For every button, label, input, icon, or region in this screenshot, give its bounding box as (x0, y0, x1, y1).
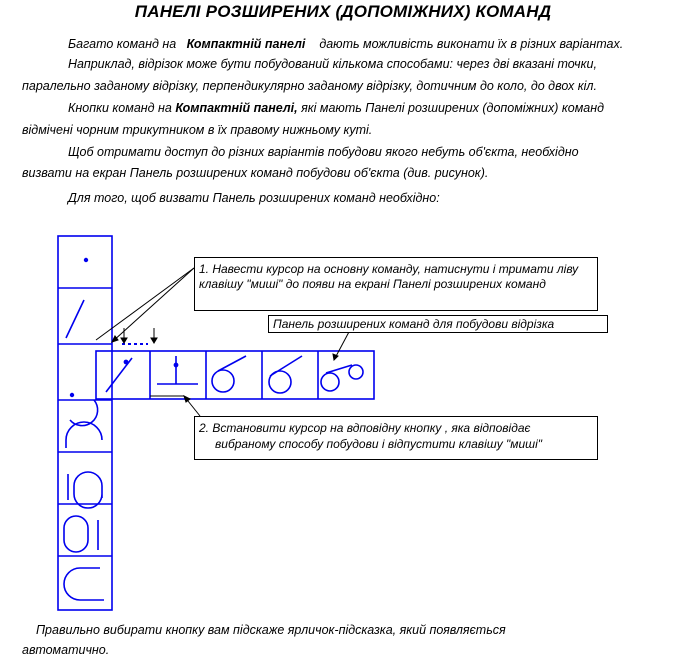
footer-line-1: Правильно вибирати кнопку вам підскаже ярличок-підсказка, який появляється (36, 623, 506, 637)
segment-two-circles-icon[interactable] (321, 365, 363, 391)
segment-perpendicular-icon[interactable] (212, 356, 246, 392)
step-2-line-1: 2. Встановити курсор на вдповідну кнопку , яка відповідає (199, 421, 531, 435)
paragraph-4-text-c: які мають Панелі розширених (допоміжних) команд (301, 101, 605, 115)
step-2-line-2: вибраному способу побудови і відпустити клавішу "миші" (215, 437, 543, 451)
segment-icon[interactable] (66, 300, 84, 338)
paragraph-5: відмічені чорним трикутником в їх правому нижньому куті. (22, 123, 373, 137)
paragraph-6: Щоб отримати доступ до різних варіантів побудови якого небуть об'єкта, необхідно (68, 145, 579, 159)
paragraph-3: паралельно заданому відрізку, перпендикулярно заданому відрізку, дотичним до коло, до двох кіл. (22, 79, 597, 93)
step-1-callout: 1. Навести курсор на основну команду, натиснути і тримати ліву клавішу "миші" до появи на екрані Панелі розширених команд (194, 257, 598, 311)
segment-two-points-icon[interactable] (106, 358, 132, 392)
bezier-icon[interactable] (64, 568, 104, 600)
paragraph-2: Наприклад, відрізок може бути побудований кількома способами: через дві вказані точки, (68, 57, 597, 71)
paragraph-1-text-c: дають можливість виконати їх в різних варіантах. (319, 37, 624, 51)
compact-panel-term: Компактній панелі (186, 37, 306, 51)
panel-label-callout: Панель розширених команд для побудови відрізка (268, 315, 608, 333)
ellipse-icon[interactable] (68, 472, 102, 508)
point-icon[interactable] (85, 259, 88, 262)
extended-panel (96, 351, 374, 399)
circle-icon[interactable] (70, 394, 98, 426)
paragraph-8: Для того, щоб визвати Панель розширених команд необхідно: (68, 191, 440, 205)
compact-panel (58, 236, 112, 610)
paragraph-4-text-a: Кнопки команд на (68, 101, 172, 115)
step-2-callout (194, 416, 598, 460)
polyline-icon[interactable] (64, 516, 98, 552)
footer-line-2: автоматично. (22, 643, 110, 657)
segment-parallel-icon[interactable] (157, 356, 198, 384)
paragraph-1-text-a: Багато команд на (68, 37, 177, 51)
segment-tangent-icon[interactable] (269, 356, 302, 393)
paragraph-7: визвати на екран Панель розширених команд побудови об'єкта (див. рисунок). (22, 166, 489, 180)
compact-panel-term-2: Компактній панелі, (175, 101, 298, 115)
page-title: ПАНЕЛІ РОЗШИРЕНИХ (ДОПОМІЖНИХ) КОМАНД (134, 2, 552, 21)
